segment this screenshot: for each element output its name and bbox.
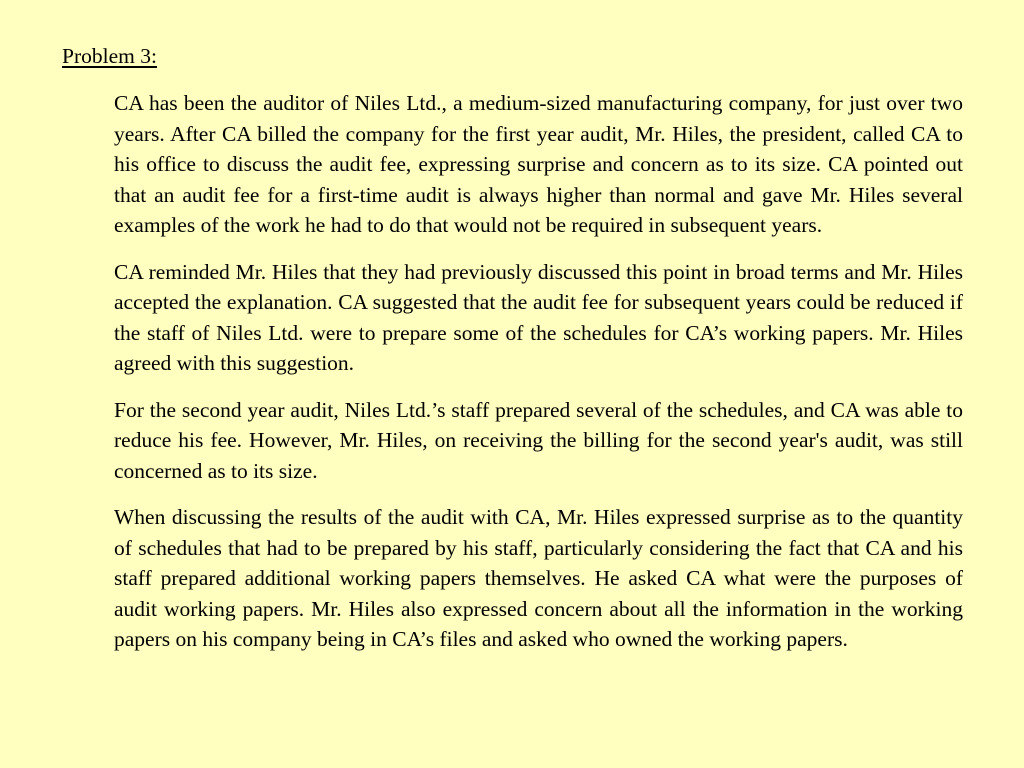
problem-title: Problem 3: [62,44,157,68]
paragraph-1: CA has been the auditor of Niles Ltd., a medium-sized manufacturing company, for just over two years. After CA billed the company for the first year audit, Mr. Hiles, the president, called CA to his office to discuss the audit fee, expressing surprise and concern as to its size. CA pointed out that an audit fee for a first-time audit is always higher than normal and gave Mr. Hiles several examples of the work he had to do that would not be required in subsequent years. [114,91,963,237]
paragraph-4: When discussing the results of the audit with CA, Mr. Hiles expressed surprise as to the quantity of schedules that had to be prepared by his staff, particularly considering the fact that CA and his staff prepared additional working papers themselves. He asked CA what were the purposes of audit working papers. Mr. Hiles also expressed concern about all the information in the working papers on his company being in CA’s files and asked who owned the working papers. [114,505,963,651]
problem-body [114,88,963,671]
paragraph-3: For the second year audit, Niles Ltd.’s staff prepared several of the schedules, and CA was able to reduce his fee. However, Mr. Hiles, on receiving the billing for the second year's audit, was still concerned as to its size. [114,397,963,483]
paragraph-2: CA reminded Mr. Hiles that they had previously discussed this point in broad terms and Mr. Hiles accepted the explanation. CA suggested that the audit fee for subsequent years could be reduced if the staff of Niles Ltd. were to prepare some of the schedules for CA’s working papers. Mr. Hiles agreed with this suggestion. [114,259,963,375]
